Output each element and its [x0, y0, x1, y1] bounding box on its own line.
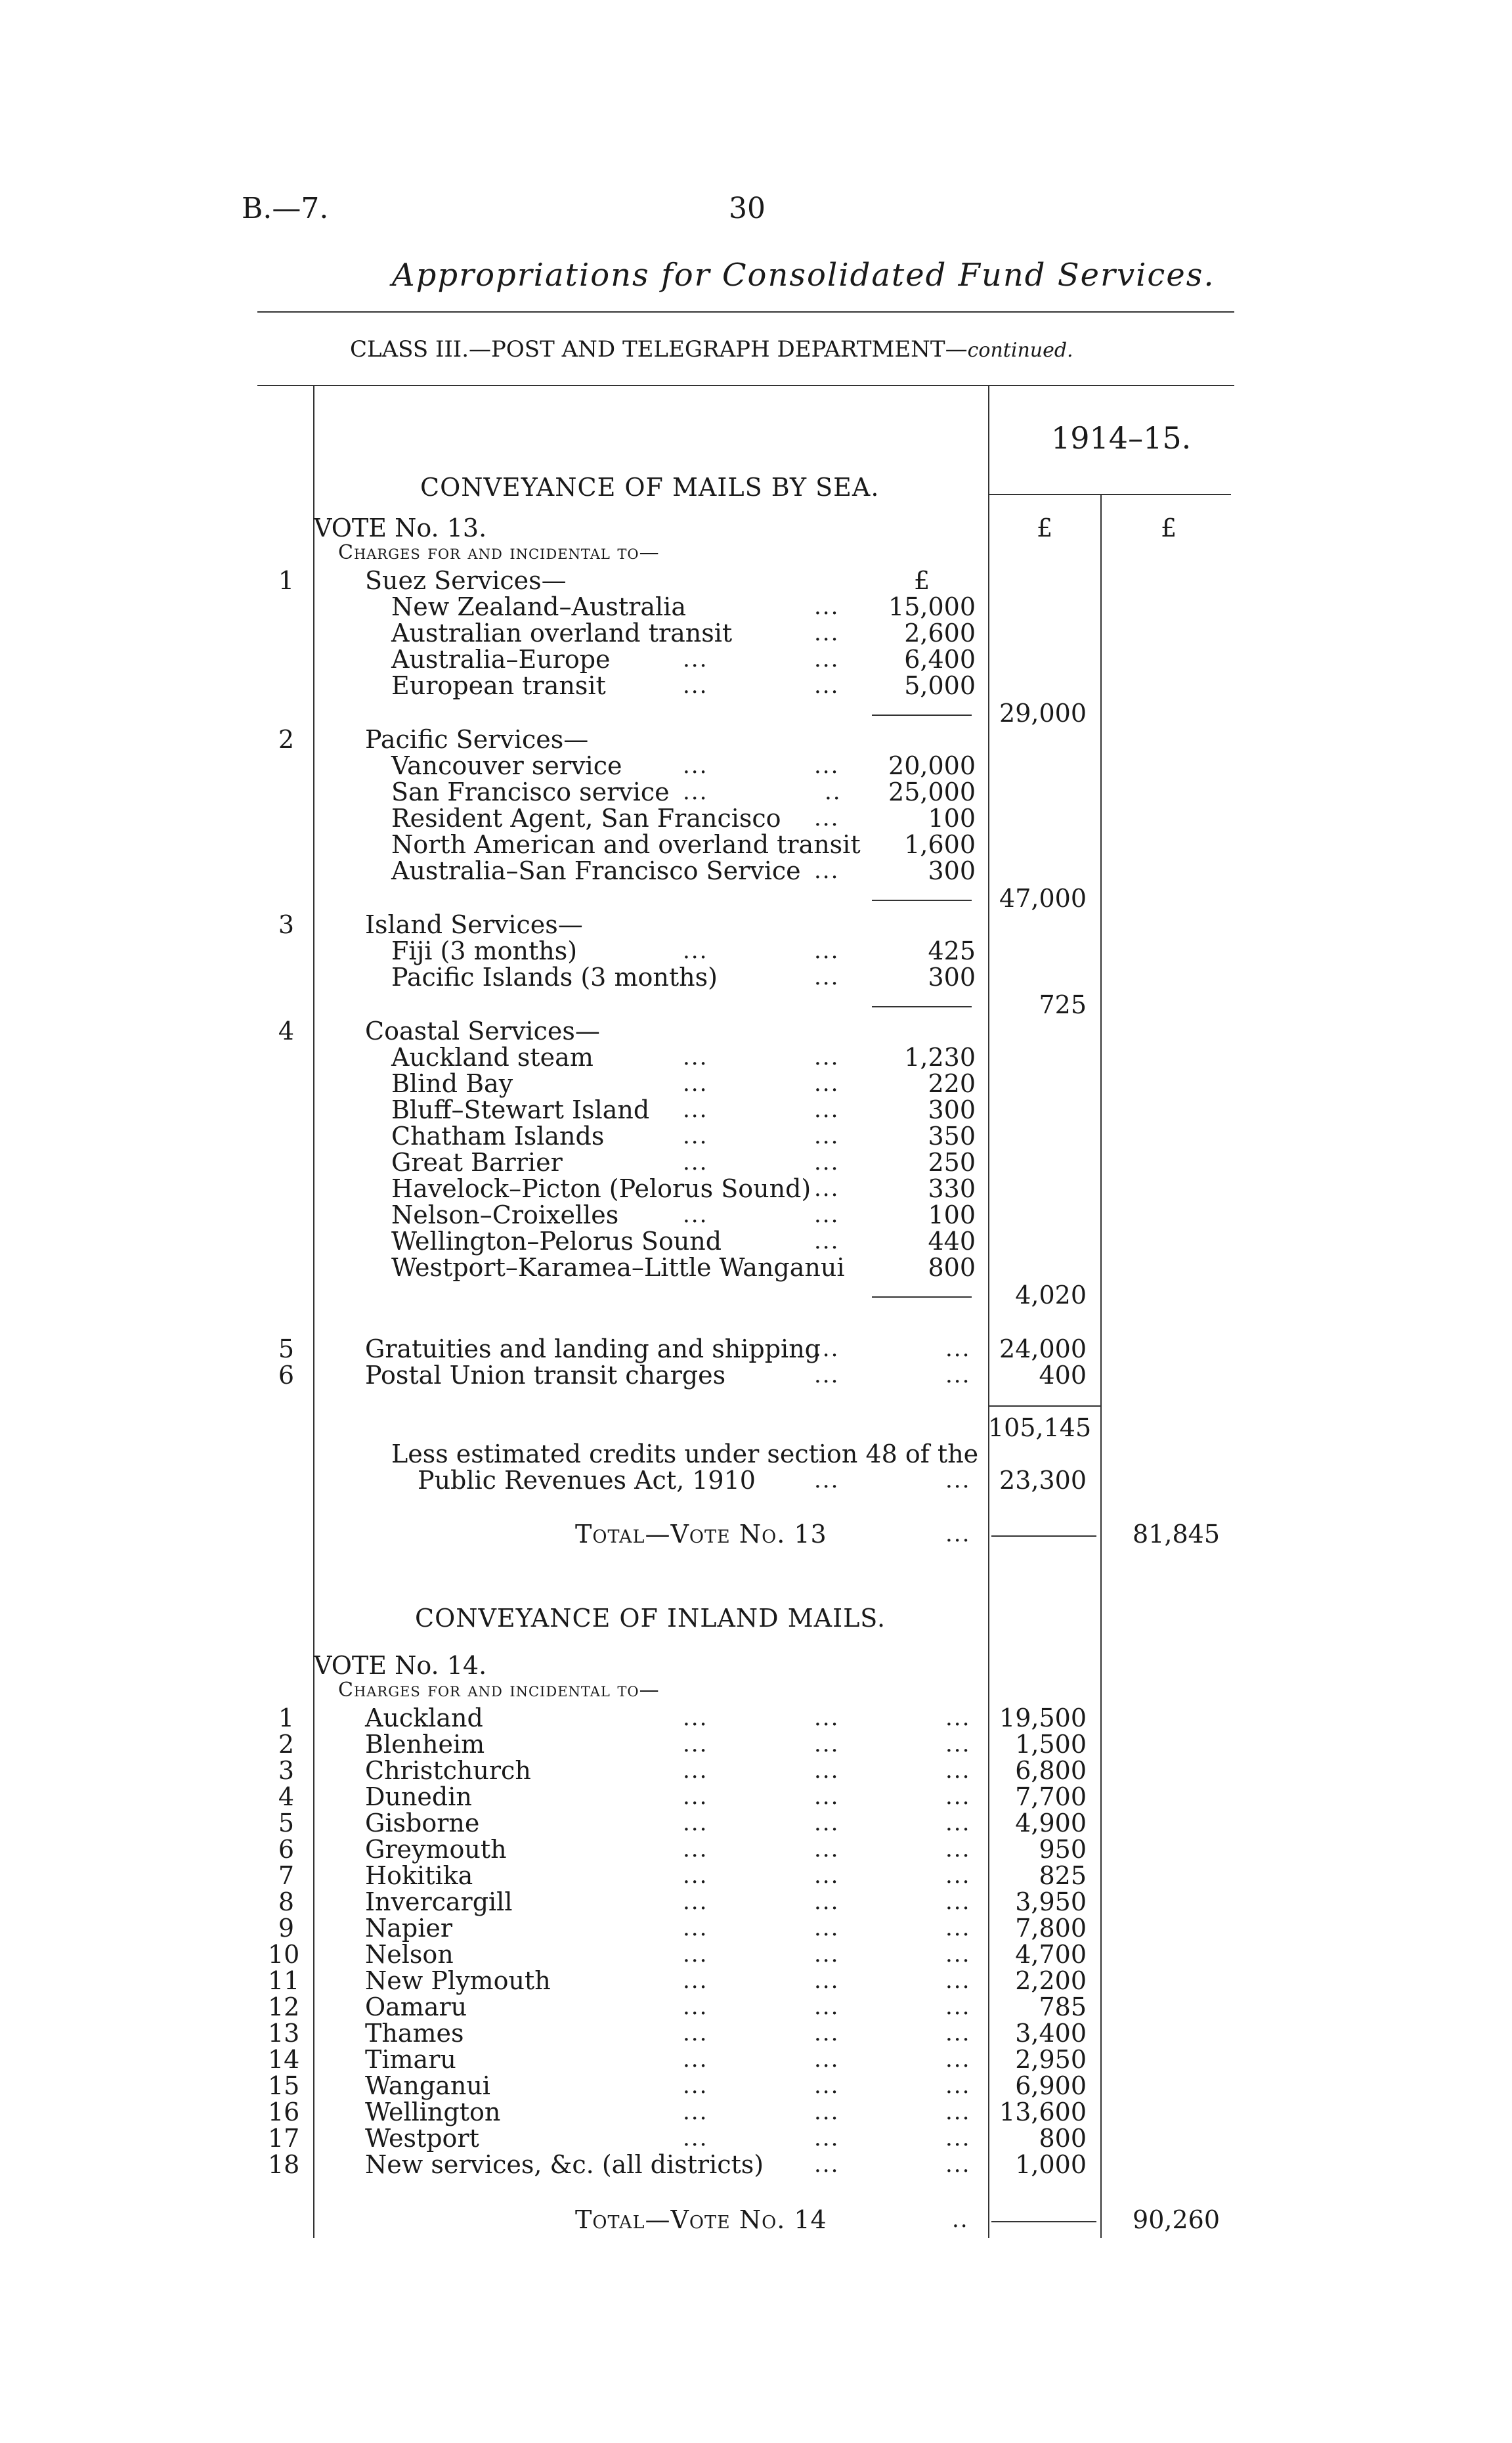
- district-amount: 1,500: [1015, 1730, 1087, 1759]
- line-item-label: Auckland steam: [391, 1043, 594, 1072]
- postal-union-label: Postal Union transit charges: [365, 1361, 726, 1390]
- item-number: 6: [278, 1835, 294, 1864]
- line-item-amount: 2,600: [904, 619, 976, 648]
- line-item-label: Wellington–Pelorus Sound: [391, 1227, 722, 1256]
- district-label: New Plymouth: [365, 1966, 551, 1995]
- item-number: 12: [268, 1992, 300, 2021]
- gratuities-amount: 24,000: [999, 1334, 1087, 1363]
- group-title: Coastal Services—: [365, 1017, 600, 1045]
- subtotal-rule: [872, 715, 972, 716]
- district-amount: 950: [1039, 1835, 1087, 1864]
- line-item-amount: 6,400: [904, 645, 976, 674]
- vote-14-label: VOTE No. 14.: [314, 1651, 487, 1680]
- line-item-label: Australia–San Francisco Service: [391, 856, 801, 885]
- district-label: Nelson: [365, 1940, 454, 1969]
- line-item-amount: 100: [928, 804, 976, 833]
- item-number: 6: [278, 1361, 294, 1390]
- group-number: 1: [278, 566, 294, 595]
- currency-total-column: £: [1161, 514, 1177, 542]
- vote-14-total-label: Total—Vote No. 14: [575, 2205, 827, 2234]
- item-number: 10: [268, 1940, 300, 1969]
- line-item-amount: 800: [928, 1253, 976, 1282]
- district-label: Invercargill: [365, 1887, 513, 1916]
- district-amount: 19,500: [999, 1704, 1087, 1732]
- item-number: 8: [278, 1887, 294, 1916]
- line-item-label: San Francisco service: [391, 778, 670, 806]
- vote-14-charges: Charges for and incidental to—: [338, 1679, 660, 1702]
- line-item-amount: 300: [928, 856, 976, 885]
- group-number: 4: [278, 1017, 294, 1045]
- district-label: Thames: [365, 2019, 464, 2048]
- district-label: Napier: [365, 1914, 453, 1943]
- section-heading-inland: CONVEYANCE OF INLAND MAILS.: [415, 1604, 886, 1633]
- item-number: 13: [268, 2019, 300, 2048]
- year-underline: [988, 494, 1231, 495]
- line-item-label: New Zealand–Australia: [391, 592, 686, 621]
- item-number: 1: [278, 1704, 294, 1732]
- line-item-label: Chatham Islands: [391, 1122, 605, 1151]
- group-total: 4,020: [1015, 1281, 1087, 1310]
- class-heading-continued: continued.: [967, 339, 1073, 362]
- district-amount: 6,900: [1015, 2071, 1087, 2100]
- district-label: Hokitika: [365, 1861, 473, 1890]
- line-item-label: Westport–Karamea–Little Wanganui: [391, 1253, 845, 1282]
- district-amount: 7,700: [1015, 1782, 1087, 1811]
- gross-subtotal: 105,145: [988, 1413, 1092, 1442]
- class-heading: [350, 336, 1073, 364]
- district-label: Dunedin: [365, 1782, 472, 1811]
- district-amount: 4,700: [1015, 1940, 1087, 1969]
- page-title: Appropriations for Consolidated Fund Services.: [392, 257, 1215, 294]
- group-title: Pacific Services—: [365, 725, 589, 754]
- less-credits-amount: 23,300: [999, 1466, 1087, 1495]
- line-item-label: European transit: [391, 671, 606, 700]
- line-item-amount: 425: [928, 936, 976, 965]
- item-number: 15: [268, 2071, 300, 2100]
- item-number: 7: [278, 1861, 294, 1890]
- line-item-amount: 300: [928, 1095, 976, 1124]
- district-amount: 2,200: [1015, 1966, 1087, 1995]
- line-item-amount: 1,230: [904, 1043, 976, 1072]
- postal-union-amount: 400: [1039, 1361, 1087, 1390]
- group-total: 47,000: [999, 884, 1087, 913]
- sub-amount-currency: £: [914, 566, 930, 595]
- district-amount: 800: [1039, 2124, 1087, 2153]
- line-item-label: Bluff–Stewart Island: [391, 1095, 650, 1124]
- line-item-amount: 15,000: [888, 592, 976, 621]
- district-amount: 13,600: [999, 2098, 1087, 2126]
- line-item-amount: 220: [928, 1069, 976, 1098]
- district-label: New services, &c. (all districts): [365, 2150, 764, 2179]
- page-number: 30: [729, 192, 766, 225]
- page-reference: B.—7.: [242, 192, 329, 225]
- district-amount: 2,950: [1015, 2045, 1087, 2074]
- line-item-label: Great Barrier: [391, 1148, 563, 1177]
- district-label: Westport: [365, 2124, 479, 2153]
- total-rule: [991, 2221, 1096, 2222]
- less-credits-line-1: Less estimated credits under section 48 of the: [391, 1440, 979, 1468]
- numbers-column-rule: [313, 386, 314, 2238]
- district-amount: 825: [1039, 1861, 1087, 1890]
- district-label: Wellington: [365, 2098, 501, 2126]
- line-item-amount: 100: [928, 1200, 976, 1229]
- district-label: Gisborne: [365, 1809, 480, 1838]
- district-amount: 1,000: [1015, 2150, 1087, 2179]
- line-item-label: Australian overland transit: [391, 619, 733, 648]
- subtotal-rule: [872, 1006, 972, 1007]
- group-total: 725: [1039, 990, 1087, 1019]
- district-label: Christchurch: [365, 1756, 531, 1785]
- line-item-label: Vancouver service: [391, 751, 622, 780]
- line-item-amount: 250: [928, 1148, 976, 1177]
- item-number: 4: [278, 1782, 294, 1811]
- line-item-amount: 330: [928, 1174, 976, 1203]
- line-item-label: Fiji (3 months): [391, 936, 578, 965]
- item-number: 9: [278, 1914, 294, 1943]
- district-amount: 785: [1039, 1992, 1087, 2021]
- group-number: 3: [278, 910, 294, 939]
- vote-13-label: VOTE No. 13.: [314, 514, 487, 542]
- line-item-amount: 440: [928, 1227, 976, 1256]
- district-label: Greymouth: [365, 1835, 507, 1864]
- currency-sub-column: £: [1037, 514, 1053, 542]
- vote-13-total: 81,845: [1133, 1520, 1220, 1549]
- district-amount: 6,800: [1015, 1756, 1087, 1785]
- subtotal-rule: [988, 1405, 1100, 1407]
- district-amount: 7,800: [1015, 1914, 1087, 1943]
- vote-13-total-label: Total—Vote No. 13: [575, 1520, 827, 1549]
- less-credits-line-2: Public Revenues Act, 1910: [418, 1466, 756, 1495]
- district-label: Wanganui: [365, 2071, 490, 2100]
- item-number: 16: [268, 2098, 300, 2126]
- line-item-amount: 300: [928, 963, 976, 992]
- line-item-label: Nelson–Croixelles: [391, 1200, 619, 1229]
- subtotal-rule: [872, 900, 972, 901]
- item-number: 14: [268, 2045, 300, 2074]
- vote-14-total: 90,260: [1133, 2205, 1220, 2234]
- district-amount: 3,950: [1015, 1887, 1087, 1916]
- line-item-label: Pacific Islands (3 months): [391, 963, 718, 992]
- vote-13-charges: Charges for and incidental to—: [338, 541, 660, 564]
- line-item-amount: 1,600: [904, 830, 976, 859]
- district-amount: 4,900: [1015, 1809, 1087, 1838]
- line-item-label: Havelock–Picton (Pelorus Sound): [391, 1174, 811, 1203]
- line-item-amount: 25,000: [888, 778, 976, 806]
- total-rule: [991, 1535, 1096, 1537]
- district-label: Auckland: [365, 1704, 483, 1732]
- line-item-label: Australia–Europe: [391, 645, 611, 674]
- line-item-amount: 350: [928, 1122, 976, 1151]
- item-number: 5: [278, 1809, 294, 1838]
- line-item-label: Blind Bay: [391, 1069, 513, 1098]
- section-heading-sea: CONVEYANCE OF MAILS BY SEA.: [420, 473, 880, 502]
- line-item-label: Resident Agent, San Francisco: [391, 804, 781, 833]
- subtotal-rule: [872, 1296, 972, 1298]
- item-number: 18: [268, 2150, 300, 2179]
- totals-column-rule: [1100, 494, 1102, 2238]
- line-item-amount: 5,000: [904, 671, 976, 700]
- line-item-amount: 20,000: [888, 751, 976, 780]
- group-title: Suez Services—: [365, 566, 567, 595]
- item-number: 3: [278, 1756, 294, 1785]
- district-label: Blenheim: [365, 1730, 485, 1759]
- group-title: Island Services—: [365, 910, 583, 939]
- district-label: Timaru: [365, 2045, 456, 2074]
- table-top-rule: [257, 385, 1234, 386]
- class-heading-main: CLASS III.—POST AND TELEGRAPH DEPARTMENT—: [350, 336, 968, 363]
- year-heading: 1914–15.: [1051, 420, 1192, 456]
- item-number: 2: [278, 1730, 294, 1759]
- line-item-label: North American and overland transit: [391, 830, 861, 859]
- district-label: Oamaru: [365, 1992, 467, 2021]
- district-amount: 3,400: [1015, 2019, 1087, 2048]
- group-number: 2: [278, 725, 294, 754]
- item-number: 17: [268, 2124, 300, 2153]
- item-number: 5: [278, 1334, 294, 1363]
- gratuities-label: Gratuities and landing and shipping: [365, 1334, 821, 1363]
- group-total: 29,000: [999, 699, 1087, 728]
- item-number: 11: [268, 1966, 300, 1995]
- title-rule: [257, 311, 1234, 313]
